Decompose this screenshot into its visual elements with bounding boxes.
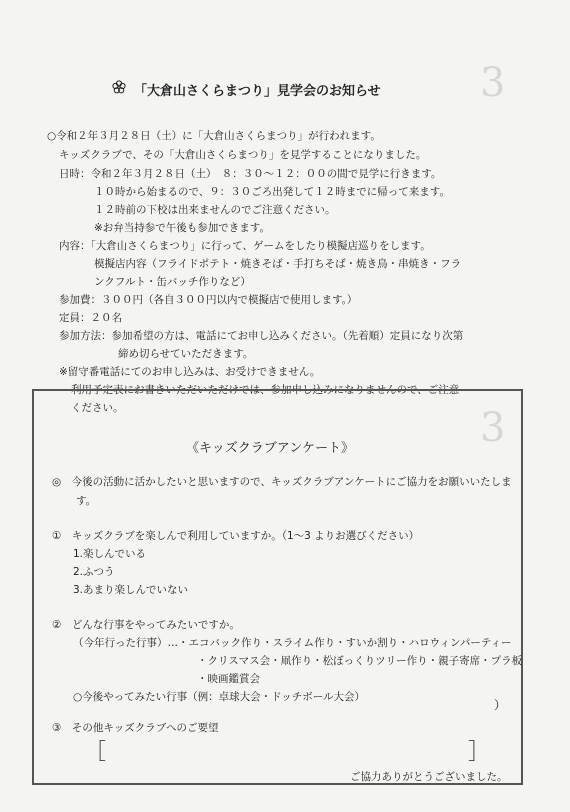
stalls-line: ンクフルト・缶バッチ作りなど） bbox=[94, 276, 251, 288]
content-line: 内容：「大倉山さくらまつり」に行って、ゲームをしたり模擬店巡りをします。 bbox=[59, 240, 431, 252]
survey-title: 《キッズクラブアンケート》 bbox=[186, 441, 354, 456]
notice-line: ○令和２年３月２８日（土）に「大倉山さくらまつり」が行われます。 bbox=[47, 130, 381, 142]
q2-past-events: ・映画鑑賞会 bbox=[197, 673, 260, 685]
date-note: ※お弁当持参で午後も参加できます。 bbox=[94, 222, 270, 234]
warning-line: 利用予定表にお書きいただいただけでは、参加申し込みになりませんので、ご注意 bbox=[71, 384, 460, 396]
page-title: 「大倉山さくらまつり」見学会のお知らせ bbox=[134, 84, 381, 99]
warning-line: ください。 bbox=[71, 402, 124, 414]
q1-option[interactable]: 1.楽しんでいる bbox=[73, 548, 147, 560]
show-through-number: 3 bbox=[480, 60, 506, 106]
q1-option[interactable]: 2.ふつう bbox=[73, 566, 115, 578]
survey-intro: す。 bbox=[76, 495, 97, 507]
date-note: １０時から始まるので、９：３０ごろ出発して１２時までに帰って来ます。 bbox=[94, 186, 450, 198]
closing-text: ご協力ありがとうございました。 bbox=[350, 771, 508, 783]
q2-future: ○今後やってみたい行事（例：卓球大会・ドッチボール大会） bbox=[73, 691, 366, 703]
q1-option[interactable]: 3.あまり楽しんでいない bbox=[73, 584, 189, 596]
show-through-number: 3 bbox=[480, 405, 506, 451]
q2-past-events: （今年行った行事）…・エコバック作り・スライム作り・すいか割り・ハロウィンパーティー bbox=[73, 637, 512, 649]
method-line: 締め切らせていただきます。 bbox=[118, 348, 254, 360]
answer-bracket-close: ］ bbox=[468, 740, 491, 765]
warning-line: ※留守番電話にてのお申し込みは、お受けできません。 bbox=[59, 366, 321, 378]
flower-icon bbox=[112, 80, 126, 94]
question-3: ③ その他キッズクラブへのご要望 bbox=[52, 722, 219, 734]
question-2: ② どんな行事をやってみたいですか。 bbox=[52, 619, 240, 631]
date-note: １２時前の下校は出来ませんのでご注意ください。 bbox=[94, 204, 336, 216]
q2-past-events: ・クリスマス会・凧作り・松ぼっくりツリー作り・親子寄席・プラ板 bbox=[197, 655, 523, 667]
answer-bracket-open: ［ bbox=[84, 740, 107, 765]
answer-bracket-close: ） bbox=[494, 698, 507, 712]
capacity-line: 定員：２０名 bbox=[59, 312, 122, 324]
date-line: 日時：令和２年３月２８日（土） ８：３０〜１２：００の間で見学に行きます。 bbox=[59, 168, 442, 180]
stalls-line: 模擬店内容（フライドポテト・焼きそば・手打ちそば・焼き鳥・串焼き・フラ bbox=[94, 258, 462, 270]
survey-intro: ◎ 今後の活動に活かしたいと思いますので、キッズクラブアンケートにご協力をお願いいたしま bbox=[52, 476, 512, 488]
method-line: 参加方法：参加希望の方は、電話にてお申し込みください。（先着順）定員になり次第 bbox=[59, 330, 464, 342]
fee-line: 参加費：３００円（各自３００円以内で模擬店で使用します。） bbox=[59, 294, 358, 306]
notice-line: キッズクラブで、その「大倉山さくらまつり」を見学することになりました。 bbox=[59, 149, 427, 161]
question-1: ① キッズクラブを楽しんで利用していますか。（1〜3 よりお選びください） bbox=[52, 530, 420, 542]
